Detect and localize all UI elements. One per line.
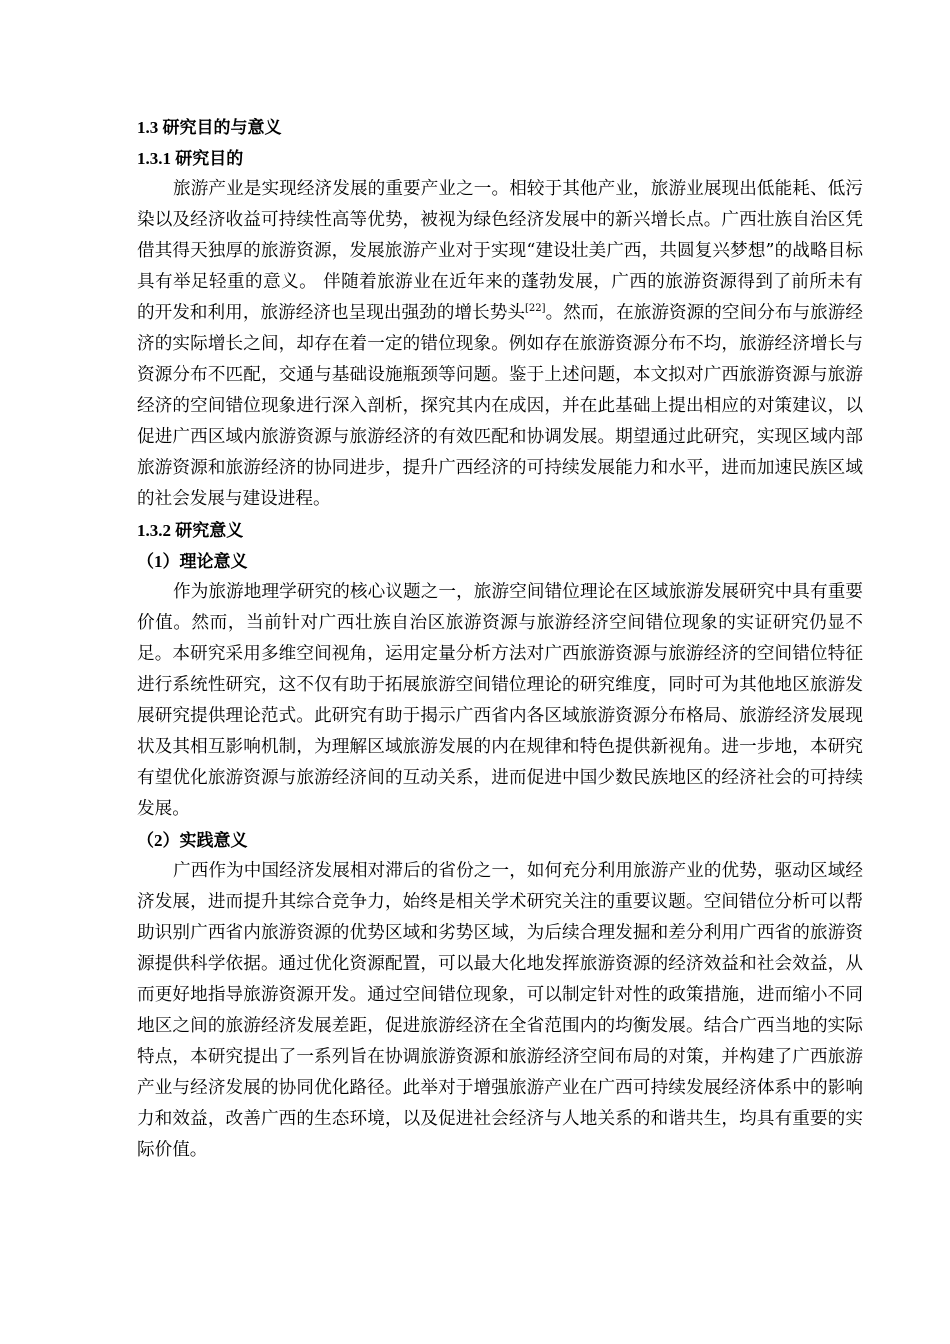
paragraph-theory: 作为旅游地理学研究的核心议题之一，旅游空间错位理论在区域旅游发展研究中具有重要价值。然而，当前针对广西壮族自治区旅游资源与旅游经济空间错位现象的实证研究仍显不足。本研究采用多维空间视角，运用定量分析方法对广西旅游资源与旅游经济的空间错位特征进行系统性研究，这不仅有助于拓展旅游空间错位理论的研究维度，同时可为其他地区旅游发展研究提供理论范式。此研究有助于揭示广西省内各区域旅游资源分布格局、旅游经济发展现状及其相互影响机制，为理解区域旅游发展的内在规律和特色提供新视角。进一步地，本研究有望优化旅游资源与旅游经济间的互动关系，进而促进中国少数民族地区的经济社会的可持续发展。	[137, 582, 863, 819]
section-heading-1-3-1: 1.3.1 研究目的	[137, 149, 244, 168]
subheading-practice: （2）实践意义	[137, 831, 248, 850]
section-heading-1-3: 1.3 研究目的与意义	[137, 118, 282, 137]
paragraph-text: 。然而，在旅游资源的空间分布与旅游经济的实际增长之间，却存在着一定的错位现象。例如存在旅游资源分布不均，旅游经济增长与资源分布不匹配，交通与基础设施瓶颈等问题。鉴于上述问题，本文拟对广西旅游资源与旅游经济的空间错位现象进行深入剖析，探究其内在成因，并在此基础上提出相应的对策建议，以促进广西区域内旅游资源与旅游经济的有效匹配和协调发展。期望通过此研究，实现区域内部旅游资源和旅游经济的协同进步，提升广西经济的可持续发展能力和水平，进而加速民族区域的社会发展与建设进程。	[137, 303, 863, 509]
paragraph-practice: 广西作为中国经济发展相对滞后的省份之一，如何充分利用旅游产业的优势，驱动区域经济发展，进而提升其综合竞争力，始终是相关学术研究关注的重要议题。空间错位分析可以帮助识别广西省内旅游资源的优势区域和劣势区域，为后续合理发掘和差分利用广西省的旅游资源提供科学依据。通过优化资源配置，可以最大化地发挥旅游资源的经济效益和社会效益，从而更好地指导旅游资源开发。通过空间错位现象，可以制定针对性的政策措施，进而缩小不同地区之间的旅游经济发展差距，促进旅游经济在全省范围内的均衡发展。结合广西当地的实际特点，本研究提出了一系列旨在协调旅游资源和旅游经济空间布局的对策，并构建了广西旅游产业与经济发展的协同优化路径。此举对于增强旅游产业在广西可持续发展经济体系中的影响力和效益，改善广西的生态环境，以及促进社会经济与人地关系的和谐共生，均具有重要的实际价值。	[137, 861, 863, 1160]
subheading-theory: （1）理论意义	[137, 552, 248, 571]
paragraph-research-purpose	[137, 174, 863, 515]
section-heading-1-3-2: 1.3.2 研究意义	[137, 521, 244, 540]
page-content	[137, 112, 863, 1166]
citation-marker: [22]	[525, 303, 546, 315]
paragraph-text: 旅游产业是实现经济发展的重要产业之一。相较于其他产业，旅游业展现出低能耗、低污染以及经济收益可持续性高等优势，被视为绿色经济发展中的新兴增长点。广西壮族自治区凭借其得天独厚的旅游资源，发展旅游产业对于实现“建设壮美广西，共圆复兴梦想”的战略目标具有举足轻重的意义。 伴随着旅游业在近年来的蓬勃发展，广西的旅游资源得到了前所未有的开发和利用，旅游经济也呈现出强劲的增长势头	[137, 179, 863, 323]
